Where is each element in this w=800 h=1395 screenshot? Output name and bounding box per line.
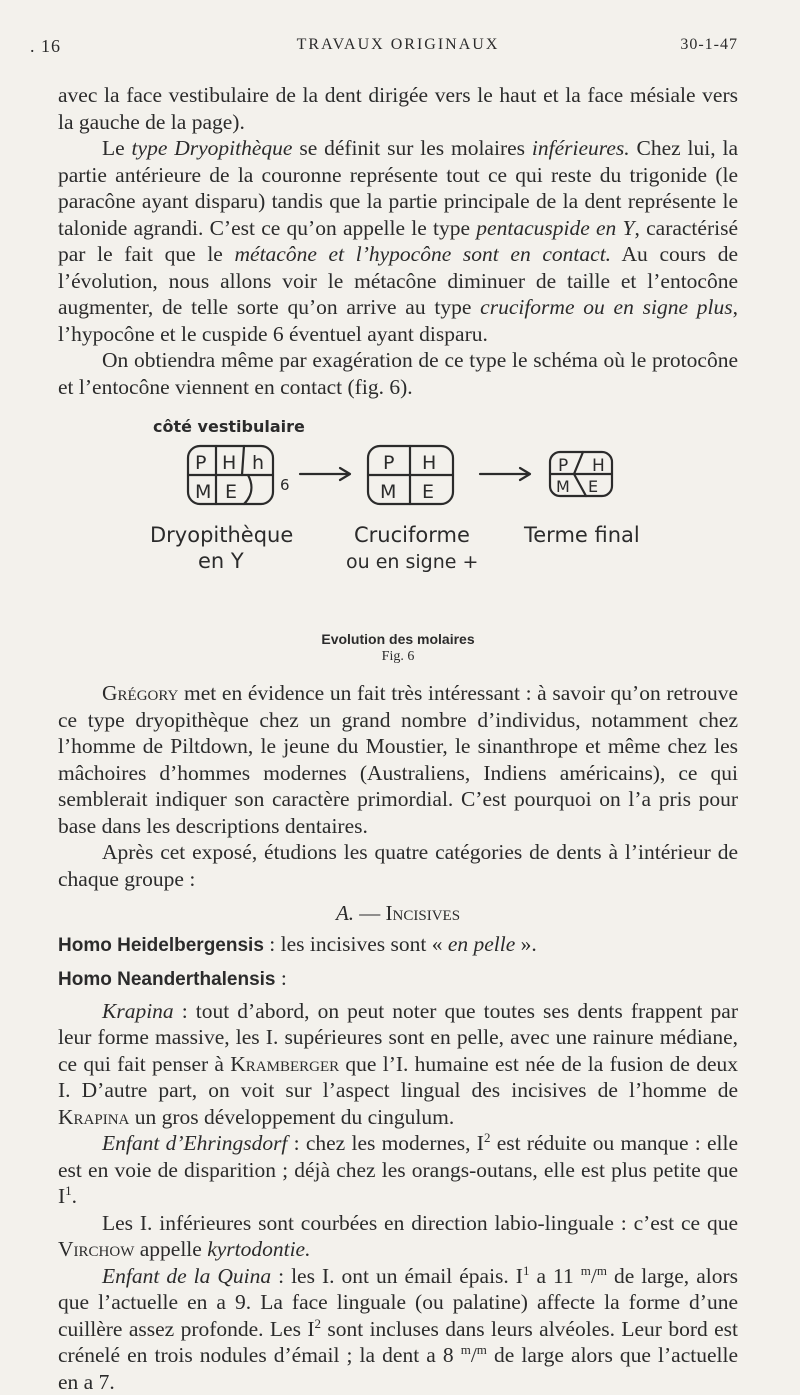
superscript: 2	[315, 1315, 322, 1330]
page-number: . 16	[30, 36, 61, 57]
text: Après cet exposé, étudions les quatre catégories de dents à l’intérieur de chaque groupe :	[58, 840, 738, 891]
text: de large, alors que l’actuelle en a 9. La face linguale (ou palatine) affecte la forme d’une cuillère assez profonde. Les I	[58, 1264, 738, 1341]
body-text	[58, 82, 738, 1395]
unit-m: m	[581, 1262, 591, 1277]
label-dryopitheque: Dryopithèque	[150, 523, 293, 547]
text: appelle	[134, 1237, 207, 1261]
author-name: Virchow	[58, 1237, 134, 1261]
text: : chez les modernes, I	[287, 1131, 484, 1155]
page-header	[58, 36, 738, 60]
author-name: Grégory	[102, 681, 178, 705]
text: se définit sur les molaires	[292, 136, 531, 160]
text: Chez lui, la partie antérieure de la couronne représente tout ce qui reste du trigonide (le paracône ayant disparu) tandis que la partie principale de la dent représente le talonide agrandi. C’est ce qu’on appelle le type	[58, 136, 738, 240]
text: met en évidence un fait très intéressant : à savoir qu’on retrouve ce type dryopithèque chez un grand nombre d’individus, notamment chez l’homme de Piltdown, le jeune du Moustier, le sinanthrope et même chez les mâchoires d’hommes modernes (Australiens, Indiens américains), ce qui semblerait indiquer son caractère primordial. C’est pourquoi on l’a pris pour base dans les descriptions dentaires.	[58, 681, 738, 838]
cusp-P: P	[383, 452, 394, 474]
term-cruciforme: cruciforme ou en signe plus	[480, 295, 732, 319]
text: : les incisives sont «	[264, 932, 448, 956]
side-label: côté vestibulaire	[153, 417, 305, 436]
cusp-P: P	[195, 452, 206, 474]
paragraph-3	[58, 347, 738, 400]
cusp-H: H	[422, 452, 436, 474]
paragraph-5	[58, 839, 738, 892]
figure-caption-number: Fig. 6	[58, 648, 738, 666]
unit-slash: /	[471, 1343, 477, 1367]
molar-evolution-diagram	[58, 408, 738, 630]
paragraph-quina	[58, 1263, 738, 1395]
text: de large alors que l’actuelle en a 7.	[58, 1343, 738, 1394]
term-pentacuspide: pentacuspide en Y	[476, 216, 634, 240]
text: : tout d’abord, on peut noter que toutes ses dents frappent par leur forme massive, les I. supérieures sont en pelle, avec une rainure médiane, ce qui fait penser à	[58, 999, 738, 1076]
section-dash: —	[354, 901, 386, 925]
section-name: Incisives	[386, 901, 461, 925]
text: , caractérisé par le fait que le	[58, 216, 738, 267]
cusp-M: M	[556, 477, 570, 496]
text: Les I. inférieures sont courbées en direction labio-linguale : c’est ce que	[102, 1211, 738, 1235]
text: Au cours de l’évolution, nous allons voir le métacône diminuer de taille et l’entocône augmenter, de telle sorte qu’on arrive au type	[58, 242, 738, 319]
paragraph-1	[58, 82, 738, 135]
arrow-right-icon	[480, 468, 530, 480]
site-name: Krapina	[102, 999, 174, 1023]
label-terme-final: Terme final	[523, 523, 640, 547]
header-date: 30-1-47	[680, 36, 738, 54]
cusp-M: M	[195, 481, 211, 503]
cusp-E: E	[422, 481, 434, 503]
superscript: 1	[523, 1262, 530, 1277]
cusp-h: h	[252, 452, 264, 474]
molar-1-dryopitheque	[188, 446, 290, 504]
text: : les I. ont un émail épais. I	[271, 1264, 523, 1288]
paragraph-ehringsdorf	[58, 1130, 738, 1210]
cusp-P: P	[558, 456, 568, 476]
unit-slash: /	[591, 1264, 597, 1288]
text: que l’I. humaine est née de la fusion de deux I. D’autre part, on voit sur l’aspect lingual des incisives de l’homme de	[58, 1052, 738, 1103]
paragraph-krapina	[58, 998, 738, 1131]
term-dryopitheque: type Dryopithèque	[132, 136, 293, 160]
text: , l’hypocône et le cuspide 6 éventuel ayant disparu.	[58, 295, 738, 346]
superscript: 1	[65, 1183, 72, 1198]
species-heading: Homo Heidelbergensis	[58, 935, 264, 956]
label-cruciforme: Cruciforme	[354, 523, 470, 547]
text: sont incluses dans leurs alvéoles. Leur bord est crénelé en trois nodules d’émail ; la dent a 8	[58, 1317, 738, 1368]
cusp-H: H	[592, 456, 605, 476]
emphasis: en pelle	[448, 932, 515, 956]
unit-m: m	[461, 1342, 471, 1357]
text: est réduite ou manque : elle est en voie de disparition ; déjà chez les orangs-outans, elle est plus petite que I	[58, 1131, 738, 1208]
text: ».	[515, 932, 537, 956]
paragraph-4	[58, 680, 738, 839]
text: avec la face vestibulaire de la dent dirigée vers le haut et la face mésiale vers la gauche de la page).	[58, 83, 738, 134]
text: Le	[102, 136, 132, 160]
label-en-y: en Y	[198, 549, 244, 573]
emphasis: inférieures.	[532, 136, 630, 160]
section-heading	[58, 900, 738, 927]
unit-m: m	[597, 1262, 607, 1277]
section-letter: A.	[336, 901, 354, 925]
species-heading: Homo Neanderthalensis	[58, 969, 276, 990]
text: On obtiendra même par exagération de ce type le schéma où le protocône et l’entocône viennent en contact (fig. 6).	[58, 348, 738, 399]
running-title: TRAVAUX ORIGINAUX	[58, 36, 738, 54]
paragraph-inferieures	[58, 1210, 738, 1263]
text: a 11	[529, 1264, 580, 1288]
paragraph-2	[58, 135, 738, 347]
heidelbergensis-line	[58, 931, 738, 960]
label-signe-plus: ou en signe +	[346, 551, 478, 573]
site-name: Enfant d’Ehringsdorf	[102, 1131, 287, 1155]
figure-caption-title: Evolution des molaires	[58, 630, 738, 648]
figure-6	[58, 408, 738, 630]
molar-2-cruciforme	[368, 446, 453, 504]
emphasis: métacône et l’hypocône sont en contact.	[235, 242, 612, 266]
site-name: Enfant de la Quina	[102, 1264, 271, 1288]
cusp-E: E	[225, 481, 237, 503]
cusp-E: E	[588, 477, 598, 496]
text: un gros développement du cingulum.	[129, 1105, 454, 1129]
text: :	[276, 966, 287, 990]
unit-m: m	[477, 1342, 487, 1357]
text: .	[72, 1184, 77, 1208]
neanderthalensis-line	[58, 965, 738, 994]
molar-3-terme-final	[550, 452, 612, 496]
site-name: Krapina	[58, 1105, 129, 1129]
term: kyrtodontie.	[207, 1237, 310, 1261]
cusp-M: M	[380, 481, 396, 503]
arrow-right-icon	[300, 468, 350, 480]
cusp-H: H	[222, 452, 236, 474]
cusp-6: 6	[280, 476, 290, 494]
superscript: 2	[484, 1130, 491, 1145]
author-name: Kramberger	[230, 1052, 339, 1076]
